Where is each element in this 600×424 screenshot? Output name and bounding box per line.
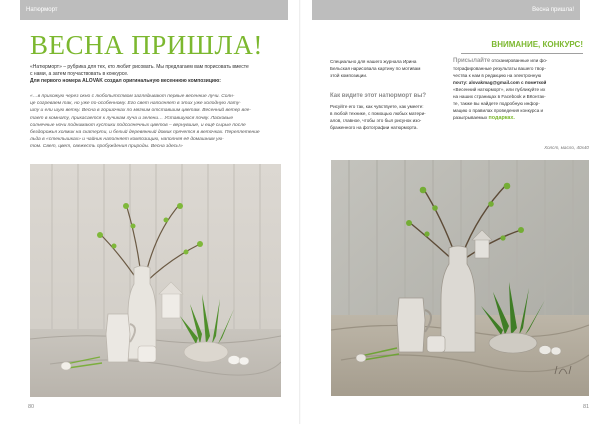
intro-line: с нами, а затем поучаствовать в конкурсе. (30, 71, 129, 78)
right-page (300, 0, 600, 424)
intro-line: «Натюрморт» – рубрика для тех, кто любит рисовать. Мы предлагаем вам порисовать вместе (30, 64, 249, 70)
quote-line: бездорожья холмик на скатерти, и белый деревянный домик прячется в веточках. Переплетение (30, 130, 260, 136)
quote-line: тает в комнату, прикасается к лучикам луча и зелени… Уставшуюся почву. Ласковые (30, 115, 234, 121)
question-line: алов, главное, чтобы это был рисунок изо- (330, 118, 422, 123)
contest-line-text: «Весенний натюрморт», или публикуйте их (453, 87, 546, 92)
quote-line: льда в «стеклышках» и чайник наполняет композицию, наполняя её домашним ую- (30, 137, 224, 143)
painting-caption: Холст, масло, 40х40 (544, 145, 589, 150)
contest-box (453, 40, 583, 130)
intro-text (30, 64, 282, 86)
quote-line: том. Свет, цвет, свежесть пробуждения природы. Весна здесь!» (30, 144, 183, 150)
contest-line-text: тографированные результаты вашего твор- (453, 66, 546, 71)
page-number: 80 (28, 404, 35, 410)
quote-line: солнечные ночи поднимают кустики подсолнечных цветов – вернувшие, и ещё сырые после (30, 122, 246, 128)
contest-divider (461, 53, 583, 54)
page-number: 81 (583, 404, 590, 410)
artist-note (330, 58, 442, 79)
question-line: браженного на фотографии натюрморта. (330, 125, 418, 130)
quote-line: «…в прихожую через окно с любопытством заглядывают первые весенние лучи. Солн- (30, 94, 235, 99)
composition-description (30, 93, 282, 151)
note-line: Бельская нарисовала картину по мотивам (330, 66, 421, 71)
contest-text (453, 57, 583, 122)
contest-line-text: чества к нам в редакцию на электронную (453, 73, 542, 78)
contest-line-text: разыгрываемых (453, 115, 488, 120)
question-line: Рисуйте его так, как чувствуете, как умеете: (330, 104, 424, 109)
note-line: этой композиции. (330, 73, 368, 78)
intro-line: Для первого номера ALOVAK создал оригинальную весеннюю композицию: (30, 78, 221, 85)
left-running-header: Натюрморт (20, 0, 288, 20)
still-life-painting (331, 160, 589, 396)
question-text (330, 103, 442, 131)
article-title: ВЕСНА ПРИШЛА! (30, 30, 263, 60)
quote-line: шпу и ели шую ветку. Весна в горшочках по мягким отставшим цветам. Весенний ветер вле- (30, 108, 251, 114)
contest-title: ВНИМАНИЕ, КОНКУРС! (491, 40, 583, 49)
note-line: Специально для нашего журнала Ирина (330, 59, 417, 64)
contest-lead: Присылайте (453, 58, 491, 64)
right-running-header: Весна пришла! (312, 0, 580, 20)
contest-line-text: на наших страницах в Facebook и ВКонтак- (453, 94, 546, 99)
contest-line-text: отсканированные или фо- (491, 58, 548, 63)
contest-line-text: те, также вы найдете подробную инфор- (453, 101, 540, 106)
contest-line-text: мацию о правилах проведения конкурса и (453, 108, 544, 113)
still-life-photo (30, 164, 281, 397)
quote-line: це согреваем так, но уже по-особенному. Его свет наполняет в этих уже холодную лату- (30, 101, 241, 107)
contest-email-line[interactable]: почту: alovakmag@gmail.com с пометкой (453, 80, 547, 85)
question-heading: Как видите этот натюрморт вы? (330, 93, 427, 99)
question-line: в любой технике, с помощью любых матери- (330, 111, 426, 116)
contest-gifts: подарках. (488, 115, 515, 121)
